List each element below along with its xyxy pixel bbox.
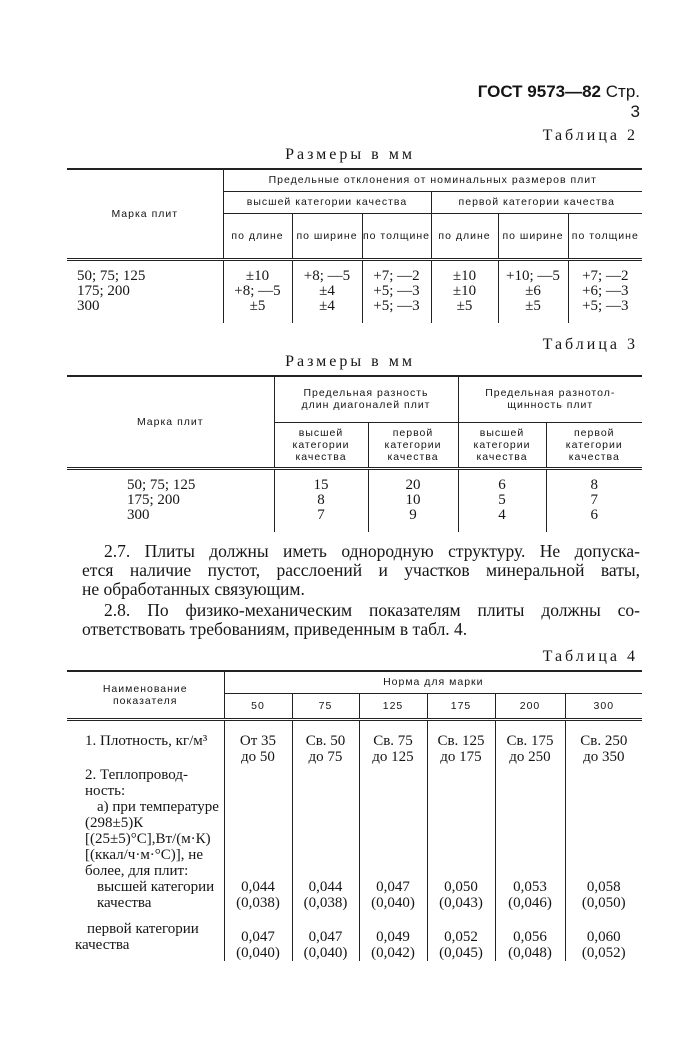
value: 0,047 [376, 879, 410, 895]
table3-col-header: высшей категории качества [274, 422, 368, 468]
table2-cat-high: высшей категории качества [223, 191, 431, 213]
value: до 175 [440, 748, 482, 765]
table2-cell [431, 259, 498, 323]
value: ±10 [245, 268, 270, 285]
value: 0,044 [241, 879, 275, 895]
label-line: более, для плит: [85, 863, 189, 879]
value: 9 [409, 507, 417, 524]
table2-cell [292, 259, 362, 323]
value: 8 [590, 477, 599, 494]
table3-col-header: высшей категории качества [458, 422, 546, 468]
table4-cell [359, 719, 427, 767]
mark-value: 175; 200 [77, 283, 130, 300]
standard-number: ГОСТ 9573—82 [477, 82, 602, 101]
value: +7; —2 [582, 268, 629, 285]
value: +5; —3 [373, 283, 420, 300]
mark-value: 175; 200 [127, 492, 180, 509]
table4-mark: 300 [565, 693, 642, 719]
table-row [67, 767, 642, 917]
value: 4 [498, 507, 506, 524]
label-line: ность: [85, 783, 126, 799]
value: ±4 [319, 298, 335, 315]
text-line: 2.7. Плиты должны иметь однородную структуру. Не допуска- [104, 541, 640, 561]
value: 15 [313, 477, 329, 494]
table3-units: Размеры в мм [285, 353, 415, 370]
value: 20 [405, 477, 421, 494]
text-line: ется наличие пустот, расслоений и участков минеральной ваты, [82, 560, 640, 580]
table4-norm-header: Норма для марки [224, 671, 642, 693]
table-row [67, 259, 642, 323]
value: 0,047 [308, 929, 343, 945]
value: 10 [405, 492, 421, 509]
table3 [67, 375, 642, 532]
table4-cell [495, 767, 565, 917]
value: 0,056 [513, 929, 547, 945]
value: до 250 [509, 748, 551, 765]
value: Св. 250 [580, 732, 628, 749]
table2-cat-first: первой категории качества [431, 191, 642, 213]
paragraph-2-7 [82, 542, 640, 599]
value: ±4 [319, 283, 335, 300]
value: Св. 50 [305, 732, 346, 749]
label-line: высшей категории [97, 879, 215, 895]
value: 0,044 [308, 879, 343, 895]
table4-mark: 175 [427, 693, 495, 719]
value: (0,040) [236, 945, 280, 961]
table3-group-diag: Предельная разность длин диагоналей плит [274, 376, 458, 422]
value: 0,060 [586, 929, 621, 945]
table4-mark: 200 [495, 693, 565, 719]
value: Св. 175 [506, 732, 554, 749]
value: ±5 [525, 298, 541, 315]
text-line: не обработанных связующим. [82, 579, 305, 599]
table4-name-header: Наименование показателя [67, 671, 224, 719]
value: 5 [498, 492, 506, 509]
value: ±5 [456, 298, 473, 315]
value: ±6 [525, 283, 541, 300]
value: 0,049 [376, 929, 410, 945]
value: +8; —5 [303, 268, 351, 285]
value: +6; —3 [582, 283, 629, 300]
value: +10; —5 [506, 268, 560, 285]
page-number: Стр. 3 [605, 82, 640, 121]
mark-value: 300 [77, 298, 100, 315]
table4-mark: 75 [292, 693, 359, 719]
table4 [67, 670, 642, 961]
value: (0,042) [371, 945, 415, 961]
value: (0,040) [371, 895, 415, 911]
table4-cell [224, 917, 292, 961]
value: 0,058 [586, 879, 621, 895]
table4-cell [359, 767, 427, 917]
table4-cell [565, 917, 642, 961]
value: (0,040) [303, 945, 348, 961]
value: (0,052) [581, 945, 626, 961]
value: (0,043) [439, 895, 483, 911]
value: (0,046) [508, 895, 552, 911]
table2-units: Размеры в мм [285, 146, 415, 163]
table4-mark: 50 [224, 693, 292, 719]
value: (0,038) [303, 895, 348, 911]
table4-cell [292, 719, 359, 767]
value: 0,053 [513, 879, 547, 895]
table4-caption: Таблица 4 [542, 648, 638, 665]
thermal-label [67, 767, 224, 917]
table4-cell [495, 917, 565, 961]
label-line: (298±5)К [85, 815, 144, 831]
table2-cell [568, 259, 642, 323]
table3-cell [368, 468, 458, 532]
table4-cell [427, 719, 495, 767]
value: +8; —5 [234, 283, 281, 300]
table2-cell [223, 259, 292, 323]
table3-cell [274, 468, 368, 532]
value: +5; —3 [373, 298, 420, 315]
value: Св. 125 [437, 732, 485, 749]
value: ±5 [249, 298, 266, 315]
table-row [67, 468, 642, 532]
value: Св. 75 [373, 732, 413, 749]
table-row [67, 719, 642, 767]
value: (0,048) [508, 945, 552, 961]
text-line: ответствовать требованиям, приведенным в табл. 4. [82, 619, 468, 639]
table2-col-header: по ширине [498, 213, 568, 259]
table4-cell [224, 719, 292, 767]
value: до 350 [583, 748, 625, 765]
text-line: 2.8. По физико-механическим показателям плиты должны со- [104, 600, 640, 620]
mark-value: 50; 75; 125 [127, 477, 196, 494]
page-header [470, 82, 640, 122]
table3-caption: Таблица 3 [542, 336, 638, 353]
value: 7 [317, 507, 325, 524]
table2-caption: Таблица 2 [542, 127, 638, 144]
table3-col-header: первой категории качества [546, 422, 642, 468]
value: до 125 [372, 748, 414, 765]
table3-cell [458, 468, 546, 532]
value: (0,045) [439, 945, 483, 961]
paragraph-2-8 [82, 601, 640, 639]
value: (0,050) [581, 895, 626, 911]
value: +7; —2 [373, 268, 420, 285]
table2-col-header: по толщине [568, 213, 642, 259]
table2-mark-header: Марка плит [67, 169, 223, 259]
table2-cell [362, 259, 431, 323]
table4-cell [495, 719, 565, 767]
value: 6 [590, 507, 599, 524]
mark-value: 300 [127, 507, 150, 524]
table2-group-header: Предельные отклонения от номинальных размеров плит [223, 169, 642, 191]
value: 8 [317, 492, 325, 509]
table4-cell [359, 917, 427, 961]
value: От 35 [239, 732, 277, 749]
table2-col-header: по толщине [362, 213, 431, 259]
label-line: 2. Теплопровод- [85, 767, 188, 783]
table4-cell [292, 917, 359, 961]
table4-cell [224, 767, 292, 917]
table4-cell [565, 719, 642, 767]
table-row [67, 917, 642, 961]
value: (0,038) [236, 895, 280, 911]
value: +5; —3 [582, 298, 629, 315]
density-label: 1. Плотность, кг/м³ [85, 732, 208, 749]
table4-mark: 125 [359, 693, 427, 719]
label-line: первой категории [87, 921, 199, 937]
value: ±10 [452, 268, 477, 285]
table4-cell [427, 917, 495, 961]
table3-marks [67, 468, 274, 532]
table2-col-header: по длине [223, 213, 292, 259]
label-line: [(25±5)°С],Вт/(м·К) [85, 831, 211, 847]
table4-cell [292, 767, 359, 917]
value: до 75 [308, 748, 343, 765]
label-line: [(ккал/ч·м·°С)], не [85, 847, 203, 863]
value: до 50 [241, 748, 275, 765]
mark-value: 50; 75; 125 [77, 268, 146, 285]
table3-cell [546, 468, 642, 532]
value: ±10 [452, 283, 477, 300]
value: 6 [498, 477, 506, 494]
first-category-label [67, 917, 224, 961]
table4-cell [427, 767, 495, 917]
table2 [67, 168, 642, 323]
label-line: качества [97, 895, 152, 911]
table3-col-header: первой категории качества [368, 422, 458, 468]
table2-cell [498, 259, 568, 323]
value: 7 [590, 492, 599, 509]
value: 0,052 [444, 929, 478, 945]
table3-mark-header: Марка плит [67, 376, 274, 468]
table2-col-header: по длине [431, 213, 498, 259]
table3-group-thick: Предельная разнотол-щинность плит [458, 376, 642, 422]
value: 0,047 [241, 929, 275, 945]
value: 0,050 [444, 879, 478, 895]
label-line: а) при температуре [97, 799, 219, 815]
table2-marks [67, 259, 223, 323]
label-line: качества [75, 937, 130, 953]
table2-col-header: по ширине [292, 213, 362, 259]
table4-cell [565, 767, 642, 917]
